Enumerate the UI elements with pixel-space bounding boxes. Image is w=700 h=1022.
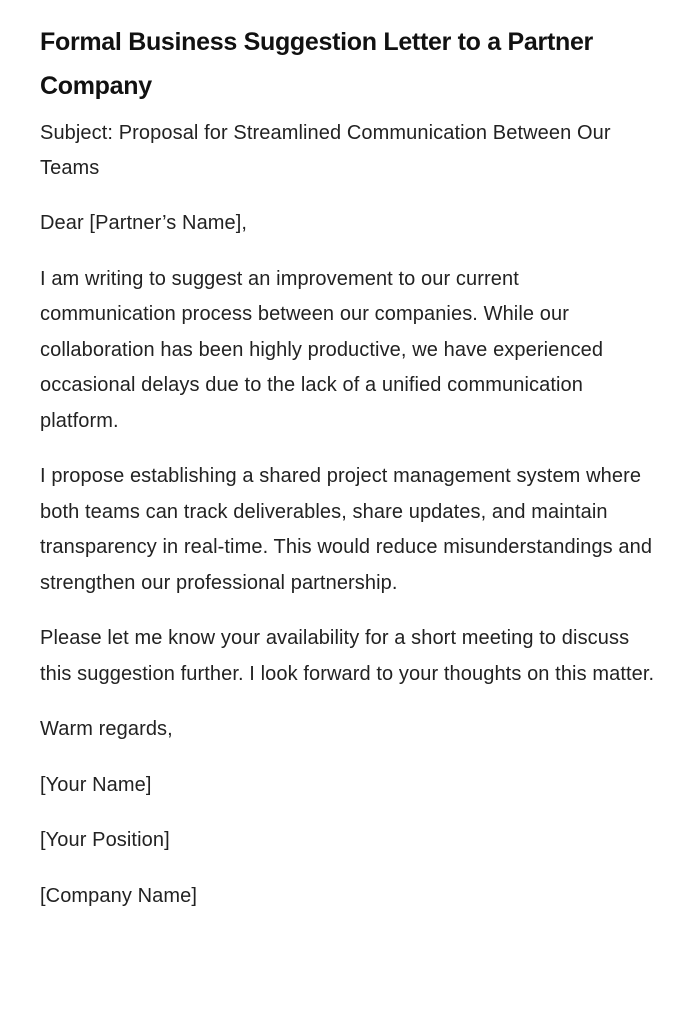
letter-title: Formal Business Suggestion Letter to a Partner Company [40,28,593,100]
letter-salutation: Dear [Partner’s Name], [40,212,248,234]
letter-paragraph-intro: I am writing to suggest an improvement to our current communication process between our companies. While our collaboration has been highly productive, we have experienced occasional delays due to the lack of a unified communication platform. [40,267,604,432]
signature-position: [Your Position] [40,829,170,851]
letter-closing: Warm regards, [40,718,173,740]
signature-name: [Your Name] [40,773,152,796]
letter-paragraph-request: Please let me know your availability for a short meeting to discuss this suggestion further. I look forward to your thoughts on this matter. [40,627,655,685]
letter-paragraph-proposal: I propose establishing a shared project management system where both teams can track deliverables, share updates, and maintain transparency in real-time. This would reduce misunderstandings and strengthen our professional partnership. [40,465,653,594]
letter-subject: Subject: Proposal for Streamlined Communication Between Our Teams [40,122,611,179]
signature-company: [Company Name] [40,884,198,907]
